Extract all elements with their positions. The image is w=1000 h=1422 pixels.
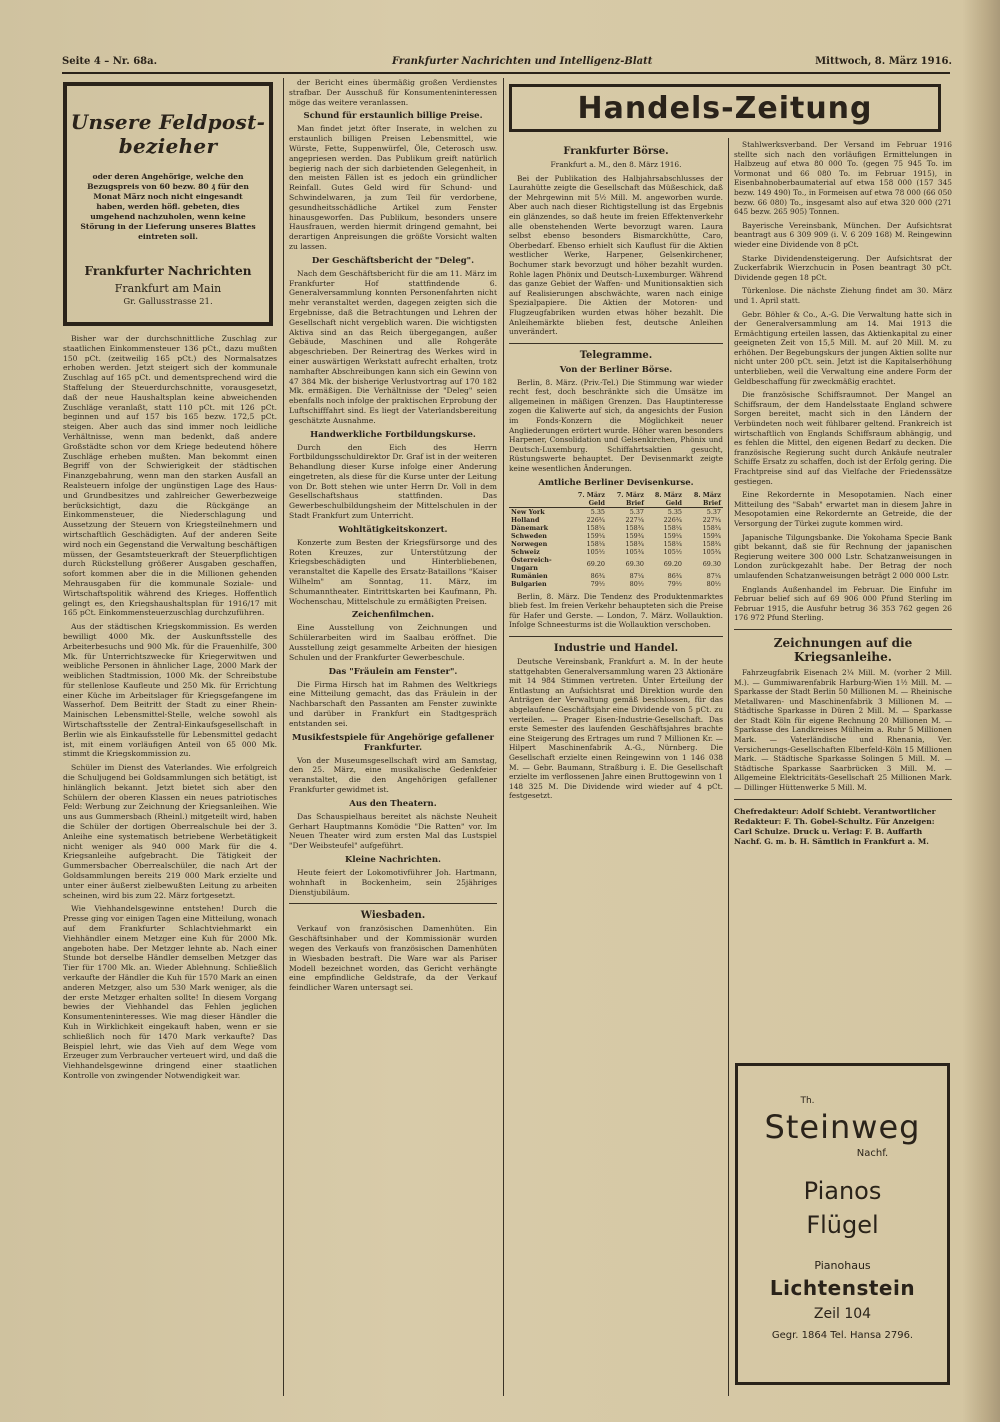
section-rule bbox=[734, 799, 952, 800]
table-cell: 69.30 bbox=[625, 559, 644, 568]
feldpost-body: oder deren Angehörige, welche den Bezugspreis von 60 bezw. 80 ₰ für den Monat März noch nicht eingesandt haben, werden höfl. gebeten, dies umgehend nachzuholen, wenn keine Störung in der Lieferung unseres Blattes eintreten soll. bbox=[80, 172, 256, 241]
heading-kleine: Kleine Nachrichten. bbox=[345, 855, 441, 865]
article-stahlwerk: Stahlwerksverband. Der Versand im Februar 1916 stellte sich nach den vorläufigen Ermittelungen in Halbzeug auf etwa 80 000 To. (gegen 75 945 To. im Vormonat und 66 080 To. im Februar 1915), in Eisenbahnoberbaumaterial auf etwa 158 000 (157 345 bezw. 149 490) To., in Formeisen auf etwa 78 000 (66 050 bezw. 66 080) To., insgesamt also auf etwa 320 000 (271 645 bezw. 265 905) Tonnen. bbox=[734, 140, 952, 217]
table-cell: 159¼ bbox=[586, 531, 605, 540]
table-row bbox=[509, 540, 723, 548]
table-cell: 87¼ bbox=[706, 571, 721, 580]
page-header bbox=[62, 56, 952, 72]
ad-brand: Steinweg bbox=[764, 1108, 921, 1146]
table-row bbox=[509, 532, 723, 540]
table-cell: 158¼ bbox=[663, 523, 682, 532]
table-cell: 226¾ bbox=[586, 515, 605, 524]
table-cell: 86¾ bbox=[590, 571, 605, 580]
table-row bbox=[509, 507, 723, 516]
section-rule bbox=[289, 903, 497, 904]
article-students: Schüler im Dienst des Vaterlandes. Wie erfolgreich die Schuljugend bei Goldsammlungen sich betätigt, ist hinlänglich bekannt. Jetzt bietet sich aber den Schülern der oberen Klassen ein neues patriotisches Feld: Werbung zur Zeichnung der Kriegsanleihen. Wie uns aus Gummersbach (Rheinl.) mitgeteilt wird, haben die Schüler der dortigen Oberrealschule bei der 3. Anleihe eine systematisch betriebene Werbetätigkeit nicht weniger als 940 000 Mark für die 4. Kriegsanleihe aufgebracht. Die Tätigkeit der Gummersbacher Oberrealschüler, die nach Art der Goldsammlungen bereits 219 000 Mark erzielte und unter einer äußerst zielbewußten Leitung zu arbeiten scheinen, wird bis zum 22. März fortgesetzt. bbox=[63, 763, 277, 900]
table-cell: 159¾ bbox=[625, 531, 644, 540]
article-zeichen: Eine Ausstellung von Zeichnungen und Schülerarbeiten wird im Saalbau eröffnet. Die Ausstellung zeigt gesammelte Arbeiten der hiesigen Schulen und der Frankfurter Gewerbeschule. bbox=[289, 623, 497, 662]
table-cell: 227¼ bbox=[625, 515, 644, 524]
article-boehler: Gebr. Böhler & Co., A.-G. Die Verwaltung hatte sich in der Generalversammlung am 14. Mai 1913 die Ermächtigung erteilen lassen, das Aktienkapital zu einer geeigneten Zeit von 15,5 Mill. M. auf 20 Mill. M. zu erhöhen. Der Begebungskurs der jungen Aktien sollte nur nicht unter 200 pCt. sein. Jetzt ist die Kapitalserhöhung unterblieben, weil die Verwaltung eine andere Form der Geldbeschaffung für zweckmäßig erachtet. bbox=[734, 309, 952, 386]
feldpost-notice bbox=[63, 82, 273, 326]
table-cell: 159¼ bbox=[663, 531, 682, 540]
section-rule bbox=[509, 636, 723, 637]
devisen-col-header: 8. März Brief bbox=[684, 491, 723, 508]
ad-address: Zeil 104 bbox=[813, 1306, 872, 1322]
table-cell: 158¼ bbox=[586, 523, 605, 532]
heading-devisen: Amtliche Berliner Devisenkurse. bbox=[538, 477, 694, 488]
column-1 bbox=[63, 334, 277, 1394]
feldpost-publisher: Frankfurter Nachrichten bbox=[84, 264, 252, 278]
table-cell: 158¼ bbox=[663, 539, 682, 548]
heading-kriegsanleihe: Zeichnungen auf die Kriegsanleihe. bbox=[773, 635, 913, 664]
column-rule-2 bbox=[503, 78, 504, 1396]
article-telegramme-2: Berlin, 8. März. Die Tendenz des Produktenmarktes blieb fest. Im freien Verkehr behaupteten sich die Preise für Hafer und Gerste. — London, 7. März. Wollauktion. Infolge Schneesturms ist die Wollauktion verschoben. bbox=[509, 591, 723, 630]
table-cell: 158¾ bbox=[702, 523, 721, 532]
heading-konzert: Wohltätigkeitskonzert. bbox=[338, 524, 448, 535]
table-cell: 105¾ bbox=[702, 547, 721, 556]
heading-musik: Musikfestspiele für Angehörige gefallener Frankfurter. bbox=[292, 732, 494, 753]
article-vereinsbank: Bayerische Vereinsbank, München. Der Aufsichtsrat beantragt aus 6 309 909 (i. V. 6 209 168) M. Reingewinn wieder eine Dividende von 8 pCt. bbox=[734, 220, 952, 249]
masthead-title: Frankfurter Nachrichten und Intelligenz-Blatt bbox=[392, 56, 653, 67]
article-dividende: Starke Dividendensteigerung. Der Aufsichtsrat der Zuckerfabrik Wierzchucin in Posen beantragt 30 pCt. Dividende gegen 18 pCt. bbox=[734, 253, 952, 282]
table-cell: 69.30 bbox=[702, 559, 721, 568]
article-schiffsraum: Die französische Schiffsraumnot. Der Mangel an Schiffsraum, der dem Handelsstaate England schwere Sorgen bereitet, macht sich in den Ländern der Verbündeten noch weit fühlbarer geltend. Frankreich ist wirtschaftlich von Englands Schiffsraum abhängig, und es fehlen die Mittel, den eigenen Bedarf zu decken. Die französische Regierung sucht durch Ankäufe neutraler Schiffe Ersatz zu schaffen, doch ist der Erfolg gering. Die Frachtpreise sind auf das Vielfache der Friedenssätze gestiegen. bbox=[734, 390, 952, 486]
table-cell: 105½ bbox=[663, 547, 682, 556]
article-industrie: Deutsche Vereinsbank, Frankfurt a. M. In der heute stattgehabten Generalversammlung waren 23 Aktionäre mit 14 984 Stimmen vertreten. Unter Erteilung der Entlastung an Aufsichtsrat und Direktion wurde den Anträgen der Verwaltung gemäß beschlossen, für das abgelaufene Geschäftsjahr eine Dividende von 5 pCt. zu verteilen. — Prager Eisen-Industrie-Gesellschaft. Das erste Semester des laufenden Geschäftsjahres brachte eine Steigerung des Ertrages um rund 7 Millionen Kr. — Hilpert Maschinenfabrik A.-G., Nürnberg. Die Gesellschaft erzielte einen Reingewinn von 1 146 038 M. — Gebr. Baumann, Straßburg i. E. Die Gesellschaft erzielte im verflossenen Jahre einen Bruttogewinn von 1 148 325 M. Die Dividende wird wieder auf 4 pCt. festgesetzt. bbox=[509, 657, 723, 801]
table-cell: 226¾ bbox=[663, 515, 682, 524]
feldpost-street: Gr. Gallusstrasse 21. bbox=[123, 297, 213, 307]
article-japan: Japanische Tilgungsbanke. Die Yokohama Specie Bank gibt bekannt, daß sie für Rechnung der japanischen Regierung weitere 300 000 Lstr. Schatzanweisungen in London zurückgezahlt habe. Der Betrag der noch umlaufenden Schatzanweisungen beträgt 2 000 000 Lstr. bbox=[734, 532, 952, 580]
table-cell: 158¾ bbox=[625, 539, 644, 548]
devisen-col-header bbox=[509, 491, 569, 508]
article-fraeulein: Die Firma Hirsch hat im Rahmen des Weltkriegs eine Mitteilung gemacht, das das Fräulein in der Nachbarschaft den Passanten am Fenster zuwinkte und darüber in Frankfurt ein Stadtgespräch entstanden sei. bbox=[289, 679, 497, 728]
table-cell: 158¼ bbox=[586, 539, 605, 548]
ad-pianos: Pianos bbox=[803, 1177, 882, 1205]
heading-telegramme: Telegramme. bbox=[579, 349, 653, 361]
article-telegramme: Berlin, 8. März. (Priv.-Tel.) Die Stimmung war wieder recht fest, doch beschränkte sich die Umsätze im allgemeinen in mäßigen Grenzen. Das Hauptinteresse zogen die Kaliwerte auf sich, da angesichts der Fusion im Fonds-Konzern die Möglichkeit neuer Angliederungen erörtert wurde. Höher waren besonders Harpener, Consolidation und Gelsenkirchen, Phönix und Deutsch-Luxemburg. Schiffahrtsaktien gesucht, Rüstungswerte behauptet. Der Devisenmarkt zeigte keine wesentlichen Änderungen. bbox=[509, 377, 723, 474]
table-cell: 79½ bbox=[590, 579, 605, 588]
boerse-date: Frankfurt a. M., den 8. März 1916. bbox=[550, 160, 682, 169]
article-kriegsanleihe: Fahrzeugfabrik Eisenach 2¼ Mill. M. (vorher 2 Mill. M.). — Gummiwarenfabrik Harburg-Wien 1½ Mill. M. — Sparkasse der Stadt Berlin 50 Millionen M. — Rheinische Metallwaren- und Maschinenfabrik 3 Millionen M. — Städtische Sparkasse in Düren 2 Mill. M. — Sparkasse der Stadt Köln für eigene Rechnung 20 Millionen M. — Sparkasse des Landkreises Mülheim a. Ruhr 5 Millionen Mark. — Vaterländische und Rhenania, Ver. Versicherungs-Gesellschaften Elberfeld-Köln 15 Millionen Mark. — Städtische Sparkasse Solingen 5 Mill. M. — Städtische Sparkasse Saarbrücken 3 Mill. M. — Allgemeine Elektricitäts-Gesellschaft 25 Millionen Mark. — Dillinger Hüttenwerke 5 Mill. M. bbox=[734, 667, 952, 793]
header-rule bbox=[62, 72, 950, 74]
heading-boerse: Frankfurter Börse. bbox=[563, 146, 669, 157]
ad-founded-phone: Gegr. 1864 Tel. Hansa 2796. bbox=[771, 1330, 914, 1341]
article-boerse: Bei der Publikation des Halbjahrsabschlusses der Laurahütte zeigte die Gesellschaft das Müßeschick, daß der Mehrgewinn mit 5½ Mill. M. angeworben wurde. Aber auch nach dieser Richtigstellung ist das Ergebnis ein glänzendes, so daß heute im freien Effektenverkehr alle obenstehenden Werte bevorzugt waren. Laura selbst ebenso besonders Bismarckhütte, Caro, Oberbedarf. Ebenso erhielt sich Kauflust für die Aktien westlicher Werke, Harpener, Gelsenkirchener, Bochumer stark bevorzugt und höher bezahlt wurden. Rohle lagen Phönix und Deutsch-Luxemburger. Während das ganze Gebiet der Waffen- und Munitionsaktien sich auf Realisierungen abschwächte, waren nach einige Spezialpapiere. Die Aktien der Motoren- und Flugzeugfabriken wurden etwas höher bezahlt. Die Anleihemärkte blieben fest, deutsche Anleihen unverändert. bbox=[509, 173, 723, 337]
page-edge-shading bbox=[962, 0, 1000, 1422]
section-rule bbox=[734, 629, 952, 630]
table-row bbox=[509, 556, 723, 572]
table-row bbox=[509, 516, 723, 524]
article-fortbildung: Durch den Eich des Herrn Fortbildungsschuldirektor Dr. Graf ist in der weiteren Behandlung dieser Kurse infolge einer Anderung eingetreten, als diese für die Kurse unter der Leitung von Dr. Bott stehen wie unter Herrn Dr. Voll in dem Gesellschaftshaus stattfinden. Das Gewerbeschulbildungsheim der Mittelschulen in der Stadt Frankfurt zum Unterricht. bbox=[289, 442, 497, 521]
article-england: Englands Außenhandel im Februar. Die Einfuhr im Februar belief sich auf 69 906 000 Pfund Sterling im Februar 1915, die Ausfuhr betrug 36 353 762 gegen 26 176 972 Pfund Sterling. bbox=[734, 584, 952, 623]
table-row bbox=[509, 580, 723, 588]
table-cell: 105½ bbox=[586, 547, 605, 556]
article-cattle-trade: Wie Viehhandelsgewinne entstehen! Durch die Presse ging vor einigen Tagen eine Mitteilung, wonach auf dem Frankfurter Schlachtviehmarkt ein Viehhändler einem Metzger eine Kuh für 2000 Mk. angeboten habe. Der Metzger lehnte ab. Nach einer Stunde bot derselbe Händler demselben Metzger das Tier für 1700 Mk. an. Wieder Ablehnung. Schließlich verkaufte der Händler die Kuh für 1570 Mark an einen anderen Metzger, also um 530 Mark weniger, als die der erste Metzger erhalten sollte! In diesem Vorgang bewies der Viehhandel das Fehlen jeglichen Konsumenteninteresses. Wie mag dieser Händler die Kuh in Wirklichkeit eingekauft haben, wenn er sie schließlich noch für 1470 Mark verkaufte? Das Beispiel lehrt, wie das Vieh auf dem Wege vom Erzeuger zum Verbraucher verteuert wird, und daß die Viehhandelsgewinne dringend einer staatlichen Kontrolle von zwingender Notwendigkeit war. bbox=[63, 904, 277, 1080]
table-row bbox=[509, 572, 723, 580]
column-3 bbox=[509, 140, 723, 1394]
column-2 bbox=[289, 78, 497, 1394]
column-4 bbox=[734, 140, 952, 1058]
table-cell: Schweiz bbox=[511, 547, 540, 556]
ad-pianohaus: Pianohaus bbox=[814, 1259, 871, 1272]
heading-fortbildung: Handwerkliche Fortbildungskurse. bbox=[310, 429, 476, 440]
article-schund: Man findet jetzt öfter Inserate, in welchen zu erstaunlich billigen Preisen Lebensmittel, wie Würste, Fette, Suppenwürfel, Öle, Ceterosch usw. angepriesen werden. Das Publikum greift natürlich begierig nach der sich darbietenden Gelegenheit, in den meisten Fällen ist es jedoch ein gründlicher Reinfall. Gutes Geld wird für Schund- und Schwindelwaren, ja zum Teil für verdorbene, gesundheitsschädliche Artikel zum Fenster hinausgeworfen. Das Publikum, besonders unsere Hausfrauen, werden hiermit dringend gemahnt, bei derartigen Anpreisungen die größte Vorsicht walten zu lassen. bbox=[289, 124, 497, 251]
devisen-table bbox=[509, 491, 723, 588]
article-continued: der Bericht eines übermäßig großen Verdienstes strafbar. Der Ausschuß für Konsumenteninteressen möge das weitere veranlassen. bbox=[289, 78, 497, 107]
table-cell: 158¾ bbox=[702, 539, 721, 548]
table-cell: Rumänien bbox=[511, 571, 548, 580]
heading-wiesbaden: Wiesbaden. bbox=[360, 910, 426, 922]
table-cell: 5.37 bbox=[629, 507, 644, 516]
table-cell: Bulgarien bbox=[511, 579, 547, 588]
table-cell: 69.20 bbox=[663, 559, 682, 568]
table-cell: Norwegen bbox=[511, 539, 548, 548]
table-cell: 5.35 bbox=[667, 507, 682, 516]
page-number: Seite 4 – Nr. 68a. bbox=[62, 56, 158, 67]
heading-zeichen: Zeichenfilmchen. bbox=[351, 610, 435, 621]
ad-nachf: Nachf. bbox=[856, 1148, 889, 1159]
table-cell: Dänemark bbox=[511, 523, 549, 532]
heading-schund: Schund für erstaunlich billige Preise. bbox=[303, 111, 483, 122]
article-deleg: Nach dem Geschäftsbericht für die am 11. März im Frankfurter Hof stattfindende 6. Generalversammlung konnten Personenfahrten nicht mehr veranstaltet werden, dagegen zeigten sich die Ergebnisse, daß die Betrachtungen und Lehren der Gesellschaft nicht vergeblich waren. Die wichtigsten Aktiva sind an das Reich übergegangen, außer Gebäude, Maschinen und alle Rohgeräte abgeschrieben. Der Reinertrag des Werkes wird in einer auswärtigen Werkstatt aufrecht erhalten, trotz namhafter Abschreibungen kann sich ein Gewinn von 47 384 Mk. der bisherige Verlustvortrag auf 170 182 Mk. ermäßigen. Die Verhältnisse der "Deleg" seien ebenfalls noch infolge der praktischen Erprobung der Luftschifffahrt sind. Es liegt der Vaterlandsbereitung geschätzte Ausnahme. bbox=[289, 268, 497, 425]
column-rule-3 bbox=[728, 138, 729, 1396]
issue-date: Mittwoch, 8. März 1916. bbox=[815, 56, 952, 67]
table-row bbox=[509, 524, 723, 532]
heading-deleg: Der Geschäftsbericht der "Deleg". bbox=[311, 255, 475, 266]
heading-fraeulein: Das "Fräulein am Fenster". bbox=[328, 666, 458, 677]
article-war-commission: Aus der städtischen Kriegskommission. Es werden bewilligt 4000 Mk. der Auskunftsstelle des Arbeiterbesuchs und 900 Mk. für die Frauenhilfe, 300 Mk. für Unterrichtszwecke für Kriegerwitwen und weibliche Personen in ähnlicher Lage, 2000 Mark der weiblichen Stadtmission, 1000 Mk. der Schreibstube für stellenlose Kaufleute und 250 Mk. für Errichtung einer Küche im Arbeitslager für Kriegsgefangene im Wasserhof. Dem Beitritt der Stadt zu einer Rhein-Mainischen Lebensmittel-Stelle, welche sowohl als Wirtschaftsstelle der Zentral-Einkaufsgesellschaft in Berlin wie als Einkaufsstelle für Lebensmittel gedacht ist, mit einem vorläufigen Anteil von 65 000 Mk. stimmt die Kriegskommission zu. bbox=[63, 622, 277, 759]
steinweg-advertisement bbox=[735, 1063, 950, 1385]
article-musik: Von der Museumsgesellschaft wird am Samstag, den 25. März, eine musikalische Gedenkfeier veranstaltet, die den Angehörigen gefallener Frankfurter gewidmet ist. bbox=[289, 755, 497, 795]
devisen-col-header: 8. März Geld bbox=[646, 491, 684, 508]
devisen-col-header: 7. März Brief bbox=[607, 491, 646, 508]
article-tuerkenlose: Türkenlose. Die nächste Ziehung findet am 30. März und 1. April statt. bbox=[734, 286, 952, 305]
table-cell: 158¾ bbox=[625, 523, 644, 532]
table-cell: 105¾ bbox=[625, 547, 644, 556]
section-rule bbox=[509, 343, 723, 344]
table-row bbox=[509, 548, 723, 556]
feldpost-city: Frankfurt am Main bbox=[114, 282, 222, 295]
article-theater: Das Schauspielhaus bereitet als nächste Neuheit Gerhart Hauptmanns Komödie "Die Ratten" vor. Im Neuen Theater wird zum ersten Mal das Lustspiel "Der Weibsteufel" aufgeführt. bbox=[289, 811, 497, 851]
table-cell: 79½ bbox=[667, 579, 682, 588]
feldpost-title: Unsere Feldpost-bezieher bbox=[70, 110, 266, 158]
table-cell: 227¼ bbox=[702, 515, 721, 524]
handels-zeitung-banner: Handels-Zeitung bbox=[509, 84, 941, 132]
article-tax: Bisher war der durchschnittliche Zuschlag zur staatlichen Einkommensteuer 136 pCt., dazu mußten 150 pCt. (zeitweilig 165 pCt.) des Normalsatzes erhoben werden. Jetzt steigert sich der kommunale Zuschlag auf 165 pCt. und dementsprechend wird die Staffelung der Steuerdurchschnitte, vorausgesetzt, daß der neue Haushaltsplan keine abweichenden Zuschläge veranlaßt, statt 110 pCt. mit 126 pCt. beginnen und auf 157 bis 165 bezw. 172,5 pCt. steigen. Aber auch das sind immer noch leidliche Verhältnisse, wenn man bedenkt, daß andere Großstädte schon vor dem Kriege bedeutend höhere Zuschläge erheben mußten. Man bekommt einen Begriff von der Schwierigkeit der städtischen Finanzgebahrung, wenn man den starken Ausfall an Realsteuern infolge der ungünstigen Lage des Haus- und Grundbesitzes und zahlreicher Gewerbezweige berücksichtigt, dazu die Rückgänge an Einkommensteuer, die Niederschlagung und Aussetzung der Steuern von Kriegsteilnehmern und wirtschaftlich Geschädigten. Auf der anderen Seite wird noch ein Gegenstand die Verwaltung beschäftigen müssen, der Gesamtsteuerkraft der Steuerpflichtigen durch Rückstellung größerer Ausgaben geschaffen, sofort kommen aber die in die Millionen gehenden Mehrausgaben für die kommunale Soziale- und Wirtschaftspolitik während des Krieges. Hoffentlich gelingt es, den Kriegshaushaltsplan für 1916/17 mit 165 pCt. Einkommensteuerzuschlag durchzuführen. bbox=[63, 334, 277, 618]
heading-theater: Aus den Theatern. bbox=[349, 798, 437, 809]
table-cell: Holland bbox=[511, 515, 540, 524]
table-cell: 87¼ bbox=[629, 571, 644, 580]
table-cell: 159¾ bbox=[702, 531, 721, 540]
table-cell: New York bbox=[511, 507, 545, 516]
heading-berliner-boerse: Von der Berliner Börse. bbox=[559, 364, 673, 375]
devisen-col-header: 7. März Geld bbox=[569, 491, 607, 508]
table-cell: Schweden bbox=[511, 531, 547, 540]
ad-lichtenstein: Lichtenstein bbox=[769, 1276, 916, 1300]
table-cell: 80½ bbox=[706, 579, 721, 588]
article-kleine: Heute feiert der Lokomotivführer Joh. Hartmann, wohnhaft in Bockenheim, sein 25jähriges Dienstjubiläum. bbox=[289, 868, 497, 897]
heading-industrie: Industrie und Handel. bbox=[553, 643, 679, 654]
ad-prefix: Th. bbox=[800, 1096, 815, 1106]
table-cell: 5.37 bbox=[706, 507, 721, 516]
ad-flugel: Flügel bbox=[806, 1211, 879, 1239]
article-wiesbaden: Verkauf von französischen Damenhüten. Ein Geschäftsinhaber und der Kommissionär wurden wegen des Verkaufs von französischen Damenhüten in Wiesbaden bestraft. Die Ware war als Pariser Modell bezeichnet worden, das Gericht verhängte eine empfindliche Geldstrafe, da der Verkauf feindlicher Waren untersagt sei. bbox=[289, 924, 497, 993]
table-cell: Österreich-Ungarn bbox=[511, 555, 552, 572]
table-cell: 80½ bbox=[629, 579, 644, 588]
table-cell: 5.35 bbox=[590, 507, 605, 516]
imprint: Chefredakteur: Adolf Schiebt. Verantwortlicher Redakteur: F. Th. Gobel-Schultz. Für Anzeigen: Carl Schulze. Druck u. Verlag: F. B. Auffarth Nachf. G. m. b. H. Sämtlich in Frankfurt a. M. bbox=[734, 807, 936, 847]
article-konzert: Konzerte zum Besten der Kriegsfürsorge und des Roten Kreuzes, zur Unterstützung der Kriegsbeschädigten und Hinterbliebenen, veranstaltet die Kapelle des Ersatz-Bataillons "Kaiser Wilhelm" am Sonntag, 11. März, im Schumanntheater. Eintrittskarten bei Kaufmann, Ph. Wochenschau, Mittelschule zu ermäßigten Preisen. bbox=[289, 537, 497, 606]
table-cell: 69.20 bbox=[586, 559, 605, 568]
column-rule-1 bbox=[283, 78, 284, 1396]
article-mesopotamien: Eine Rekordernte in Mesopotamien. Nach einer Mitteilung des "Sabah" erwartet man in diesem Jahre in Mesopotamien eine Rekordernte an Getreide, die der Versorgung der Türkei zugute kommen wird. bbox=[734, 490, 952, 528]
table-cell: 86¾ bbox=[667, 571, 682, 580]
